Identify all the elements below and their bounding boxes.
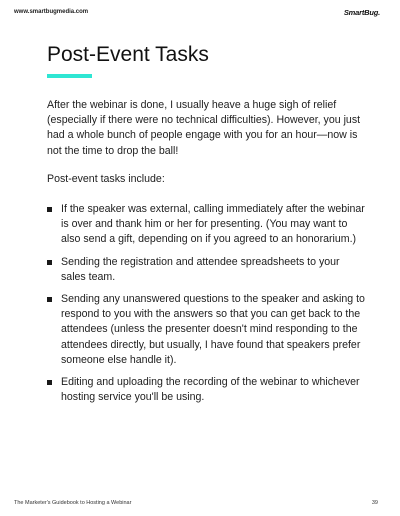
title-accent-bar xyxy=(47,74,92,78)
page-number: 39 xyxy=(371,500,378,506)
footer-guide-title: The Marketer's Guidebook to Hosting a Webinar xyxy=(14,500,132,506)
bullet-icon xyxy=(47,260,52,265)
task-item xyxy=(47,375,367,405)
task-item xyxy=(47,255,367,285)
task-text: If the speaker was external, calling immediately after the webinar is over and thank him or her for presenting. (You may want to also send a gift, depending on if you agreed to an honorarium.) xyxy=(61,203,365,246)
task-text: Sending any unanswered questions to the speaker and asking to respond to you with the answers so that you can get back to the attendees (unless the presenter doesn't mind responding to the attendees directly, but usually, I have found that speakers prefer someone else handle it). xyxy=(61,293,365,366)
task-text: Sending the registration and attendee spreadsheets to your sales team. xyxy=(61,255,340,283)
task-list-heading: Post-event tasks include: xyxy=(47,173,165,185)
task-item xyxy=(47,292,367,368)
brand-logo: SmartBug. xyxy=(343,8,380,17)
site-url: www.smartbugmedia.com xyxy=(14,9,89,15)
bullet-icon xyxy=(47,380,52,385)
bullet-icon xyxy=(47,297,52,302)
bullet-icon xyxy=(47,207,52,212)
task-text: Editing and uploading the recording of the webinar to whichever hosting service you'll be using. xyxy=(61,376,360,404)
task-item xyxy=(47,202,367,248)
task-list xyxy=(47,202,367,412)
intro-paragraph: After the webinar is done, I usually heave a huge sigh of relief (especially if there were no technical difficulties). However, you just had a whole bunch of people engage with you for an hour—now is not the time to drop the ball! xyxy=(47,99,361,157)
page-title: Post-Event Tasks xyxy=(47,43,209,66)
